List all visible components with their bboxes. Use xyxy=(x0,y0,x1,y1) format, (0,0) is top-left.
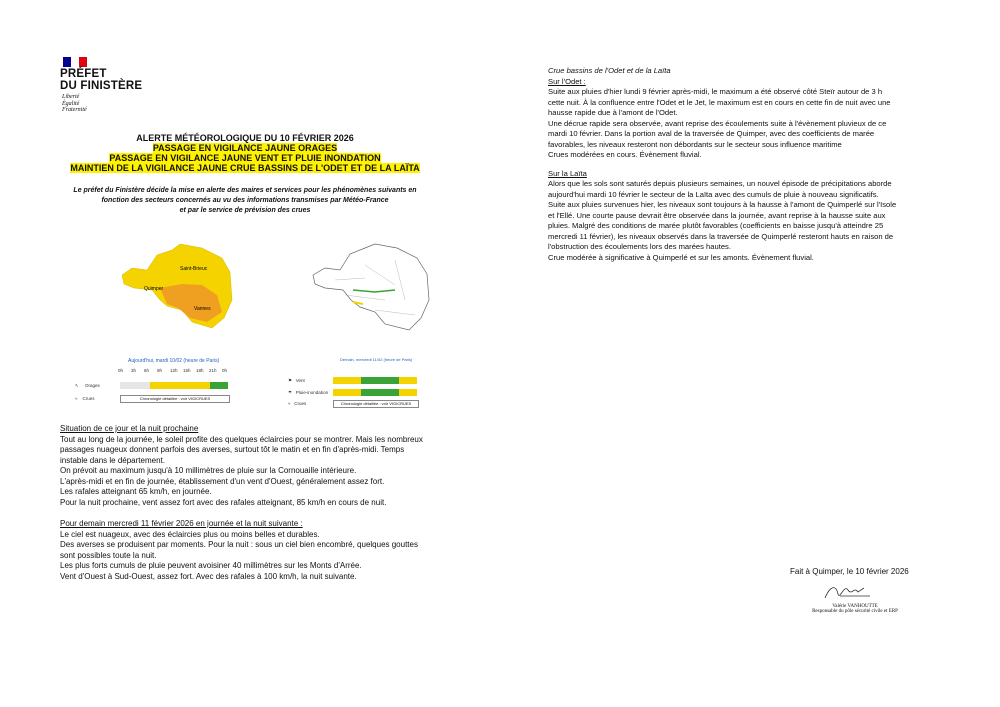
odet-line: cette nuit. À la confluence entre l'Odet et le Jet, le maximum est en cours en cette fin de nuit avec une xyxy=(548,97,891,107)
signature-icon xyxy=(820,580,880,604)
laita-line: et l'Ellé. Une courte pause devrait être observée dans la journée, avant reprise à la hausse suite aux xyxy=(548,210,886,220)
crue-section xyxy=(548,66,940,263)
signatory xyxy=(790,604,920,614)
odet-line: favorables, les niveaux resteront non débordants sur le secteur sous influence maritime xyxy=(548,139,842,149)
pluie-bar-green xyxy=(361,389,399,396)
odet-line: mardi 10 février. Dans la portion aval de la traversée de Quimper, avec des coefficients de marée xyxy=(548,129,875,138)
vent-bar-yellow xyxy=(333,377,361,384)
situation-line: passages nuageux donnent parfois des averses, surtout tôt le matin et en fin d'après-midi. Temps xyxy=(60,445,405,454)
laita-line: aujourd'hui mardi 10 février le secteur de la Laïta avec des cumuls de pluie à nouveau significatifs. xyxy=(548,189,879,199)
crues-bar-today xyxy=(120,395,230,403)
tomorrow-line: Les plus forts cumuls de pluie peuvent avoisiner 40 millimètres sur les Monts d'Arrée. xyxy=(60,561,362,570)
row-orages-label: ↖ Orages xyxy=(75,383,100,388)
legend-tomorrow-heading: Demain, mercredi 11/02 (heure de Paris) xyxy=(340,357,413,362)
row-crues2-label: ≈ Crues xyxy=(288,401,307,406)
city-saint-brieuc: Saint-Brieuc xyxy=(180,266,208,272)
situation-line: Pour la nuit prochaine, vent assez fort avec des rafales atteignant, 85 km/h en cours de nuit. xyxy=(60,497,387,507)
pluie-label: Pluie-inondation xyxy=(295,390,329,395)
city-quimper: Quimper xyxy=(144,286,164,292)
odet-heading: Sur l'Odet : xyxy=(548,76,586,86)
hour-tick: 12h xyxy=(170,368,178,373)
laita-line: l'obstruction des écoulements lors des marées hautes. xyxy=(548,242,731,251)
row-pluie-label: ☂ Pluie-inondation xyxy=(288,390,329,395)
laita-line: pluies. Malgré des conditions de marée plutôt favorables (coefficients en baisse jusqu'à atteindre 25 xyxy=(548,221,884,230)
row-crues-label: ≈ Crues xyxy=(75,396,95,401)
intro-line: fonction des secteurs concernés au vu des informations transmises par Météo-France xyxy=(101,197,389,204)
alert-line-crue: MAINTIEN DE LA VIGILANCE JAUNE CRUE BASSINS DE L'ODET ET DE LA LAÏTA xyxy=(70,163,420,173)
crues-bar-label: Chronologie détaillée : voir VIGICRUES xyxy=(139,396,211,401)
legend-tomorrow-title xyxy=(340,357,412,362)
republic-flag-icon xyxy=(63,54,87,64)
situation-line: Tout au long de la journée, le soleil profite des quelques éclaircies pour se montrer. Mais les nombreux xyxy=(60,434,423,444)
vent-label: Vent xyxy=(295,378,305,383)
vigilance-map-today xyxy=(112,240,237,340)
hour-tick: 15h xyxy=(183,368,191,373)
pluie-bar-yellow-end xyxy=(399,389,417,396)
orages-bar-end xyxy=(210,382,228,389)
city-vannes: Vannes xyxy=(194,306,211,312)
alert-line-vent-pluie: PASSAGE EN VIGILANCE JAUNE VENT ET PLUIE INONDATION xyxy=(109,153,381,163)
alert-title: ALERTE MÉTÉOROLOGIQUE DU 10 FÉVRIER 2026 xyxy=(136,133,354,143)
laita-line: mercredi 11 février), les niveaux observés dans la traversée de Quimperlé resteront hauts en raison de xyxy=(548,231,894,241)
tomorrow-line: Des averses se produisent par moments. Pour la nuit : sous un ciel bien encombré, quelques gouttes xyxy=(60,540,418,549)
laita-heading: Sur la Laïta xyxy=(548,168,587,178)
crues2-bar-label: Chronologie détaillée : voir VIGICRUES xyxy=(340,401,412,406)
alert-title-block xyxy=(60,133,430,173)
odet-line: Crues modérées en cours. Évènement fluvial. xyxy=(548,150,702,159)
place-date: Fait à Quimper, le 10 février 2026 xyxy=(790,567,909,576)
situation-heading: Situation de ce jour et la nuit prochaine xyxy=(60,424,199,433)
pluie-bar-yellow xyxy=(333,389,361,396)
logo-line2: DU FINISTÈRE xyxy=(60,80,143,92)
hour-tick: 0h xyxy=(118,368,124,373)
hour-tick: 18h xyxy=(196,368,204,373)
crue-heading: Crue bassins de l'Odet et de la Laïta xyxy=(548,66,671,75)
alert-line-orages: PASSAGE EN VIGILANCE JAUNE ORAGES xyxy=(152,143,338,153)
logo-line1: PRÉFET xyxy=(60,68,107,80)
row-vent-label: ⚑ Vent xyxy=(288,378,305,383)
intro-line: Le préfet du Finistère décide la mise en alerte des maires et services pour les phénomènes suivants en xyxy=(73,187,417,194)
motto-2: Égalité xyxy=(62,100,80,107)
crues2-label: Crues xyxy=(294,401,307,406)
odet-line: Une décrue rapide sera observée, avant reprise des écoulements suite à l'évènement pluvieux de ce xyxy=(548,118,887,128)
crues-bar-tomorrow xyxy=(333,400,419,408)
tomorrow-heading: Pour demain mercredi 11 février 2026 en journée et la nuit suivante : xyxy=(60,519,303,528)
hour-tick: 0h xyxy=(222,368,228,373)
hour-tick: 3h xyxy=(131,368,137,373)
orages-bar-green xyxy=(120,382,150,389)
situation-line: L'après-midi et en fin de journée, établissement d'un vent d'Ouest, généralement assez fort. xyxy=(60,476,385,486)
situation-line: On prévoit au maximum jusqu'à 10 millimètres de pluie sur la Cornouaille intérieure. xyxy=(60,466,357,475)
legend-today-title xyxy=(128,358,219,364)
laita-line: Suite aux pluies survenues hier, les niveaux sont toujours à la hausse à l'amont de Quimperlé sur l'Isole xyxy=(548,200,897,209)
odet-line: Suite aux pluies d'hier lundi 9 février après-midi, le maximum a été observé côté Steïr autour de 3 h xyxy=(548,87,883,96)
crues-label: Crues xyxy=(82,396,95,401)
odet-line: hausse rapide due à l'amont de l'Odet. xyxy=(548,108,678,117)
orages-label: Orages xyxy=(85,383,100,388)
signatory-role: Responsable du pôle sécurité civile et ERP xyxy=(812,609,898,614)
motto-1: Liberté xyxy=(62,94,80,100)
motto-3: Fraternité xyxy=(62,107,87,113)
vigilance-map-tomorrow xyxy=(305,240,440,340)
legend-today-heading: Aujourd'hui, mardi 10/02 (heure de Paris) xyxy=(128,358,220,364)
laita-line: Alors que les sols sont saturés depuis plusieurs semaines, un nouvel épisode de précipitations aborde xyxy=(548,179,892,188)
tomorrow-line: Vent d'Ouest à Sud-Ouest, assez fort. Avec des rafales à 100 km/h, la nuit suivante. xyxy=(60,571,357,581)
intro-text xyxy=(60,186,430,216)
tomorrow-line: sont possibles toute la nuit. xyxy=(60,550,157,560)
tomorrow-section xyxy=(60,519,440,582)
tomorrow-line: Le ciel est nuageux, avec des éclaircies plus ou moins belles et durables. xyxy=(60,529,320,539)
brittany-outline xyxy=(313,244,429,330)
hour-tick: 21h xyxy=(209,368,217,373)
prefecture-logo xyxy=(60,68,142,92)
vent-bar-yellow-end xyxy=(399,377,417,384)
situation-section xyxy=(60,424,440,508)
situation-line: instable dans le département. xyxy=(60,455,165,465)
signatory-name: Valérie VANHOUTTE xyxy=(832,604,878,609)
laita-line: Crue modérée à significative à Quimperlé et sur les amonts. Évènement fluvial. xyxy=(548,252,814,262)
orages-bar-yellow xyxy=(150,382,210,389)
intro-line: et par le service de prévision des crues xyxy=(179,207,311,214)
hour-tick: 6h xyxy=(144,368,150,373)
hour-tick: 9h xyxy=(157,368,163,373)
vent-bar-green xyxy=(361,377,399,384)
motto xyxy=(62,94,87,114)
situation-line: Les rafales atteignant 65 km/h, en journée. xyxy=(60,487,212,496)
